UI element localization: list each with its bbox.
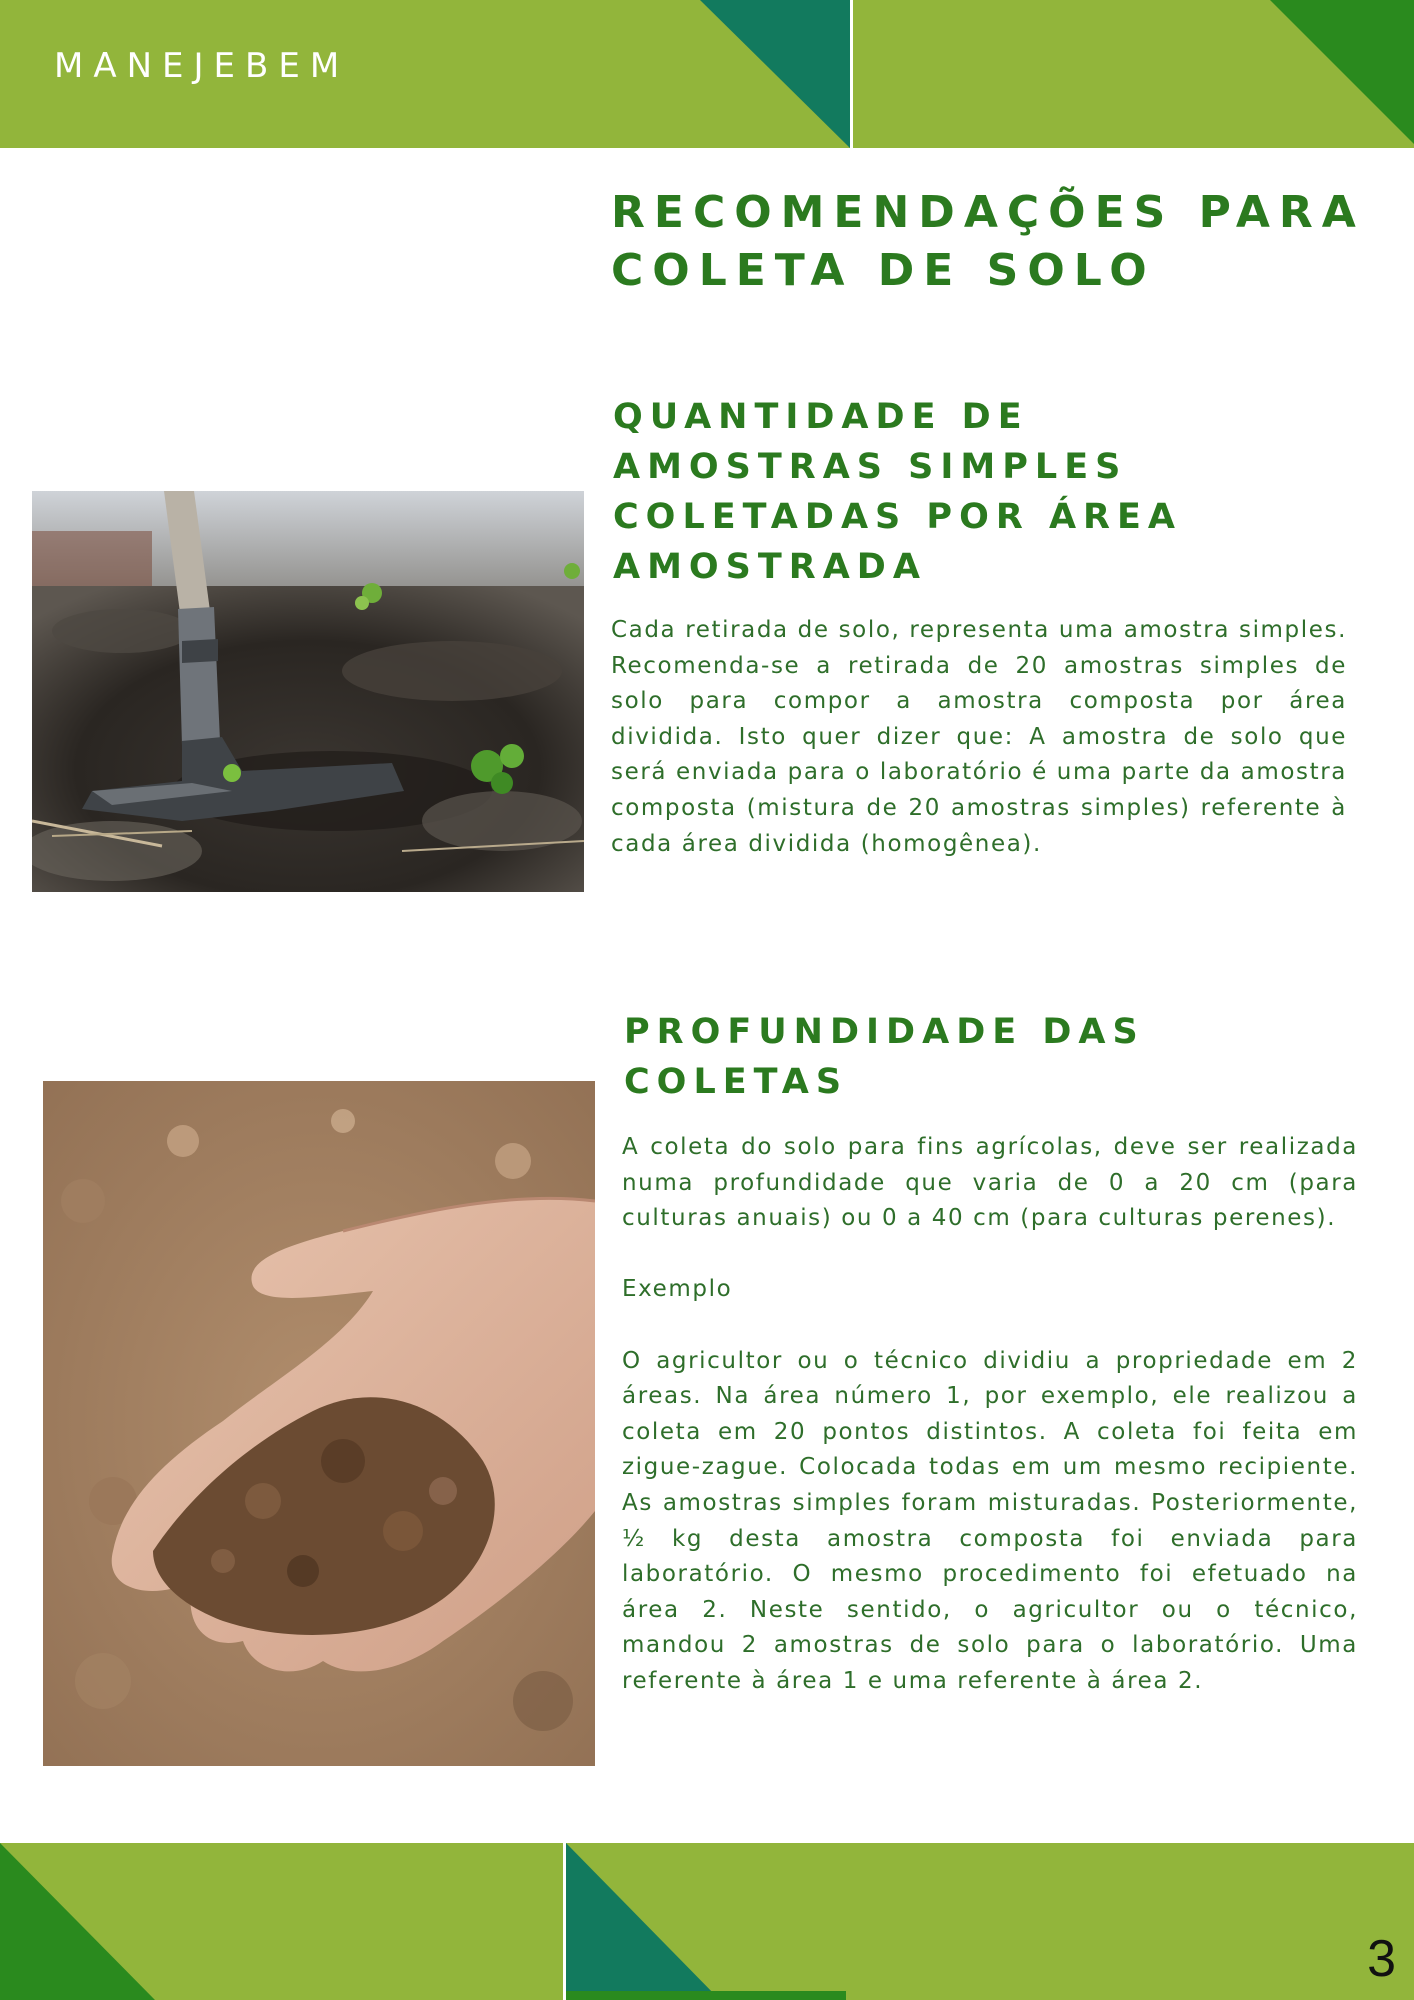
footer-divider [563,1843,566,2000]
section1-title-line: QUANTIDADE DE [613,397,1029,437]
section-title-sample-count [613,392,1393,592]
footer-teal-triangle [566,1843,720,2000]
section1-title-line: AMOSTRADA [613,547,927,587]
footer-band [0,1843,1414,2000]
page-number: 3 [1367,1930,1396,1988]
section2-title-line: COLETAS [624,1062,849,1102]
header-teal-triangle [700,0,850,148]
header-corner-triangle [1270,0,1414,144]
section1-title-line: COLETADAS POR ÁREA [613,497,1183,537]
section2-body [622,1130,1358,1700]
section2-paragraph-example: O agricultor ou o técnico dividiu a propriedade em 2 áreas. Na área número 1, por exemplo, ele realizou a coleta em 20 pontos distintos. A coleta foi feita em zigue-zague. Colocada todas em um mesmo recipiente. As amostras simples foram misturadas. Posteriormente, ½ kg desta amostra composta foi enviada para laboratório. O mesmo procedimento foi efetuado na área 2. Neste sentido, o agricultor ou o técnico, mandou 2 amostras de solo para o laboratório. Uma referente à área 1 e uma referente à área 2. [622,1347,1358,1694]
footer-decoration [0,1843,1414,2000]
brand-name: MANEJEBEM [54,46,350,86]
footer-strip [566,1991,846,2000]
page-title [611,184,1401,300]
header-band [0,0,1414,148]
footer-corner-triangle [0,1843,155,2000]
section1-paragraph: Cada retirada de solo, representa uma amostra simples. Recomenda-se a retirada de 20 amostras simples de solo para compor a amostra composta por área dividida. Isto quer dizer que: A amostra de solo que será enviada para o laboratório é uma parte da amostra composta (mistura de 20 amostras simples) referente à cada área dividida (homogênea). [611,617,1347,857]
hand-holding-soil-icon [43,1081,595,1766]
hand-soil-photo [43,1081,595,1766]
page-title-line-1: RECOMENDAÇÕES PARA [611,187,1365,238]
section2-title-line: PROFUNDIDADE DAS [624,1012,1145,1052]
header-divider [850,0,853,148]
section2-example-label: Exemplo [622,1276,733,1303]
shovel-in-soil-icon [32,491,584,892]
section-title-depth [624,1007,1384,1107]
section1-title-line: AMOSTRAS SIMPLES [613,447,1128,487]
page-title-line-2: COLETA DE SOLO [611,245,1156,296]
section2-paragraph-depth: A coleta do solo para fins agrícolas, deve ser realizada numa profundidade que varia de 0 a 20 cm (para culturas anuais) ou 0 a 40 cm (para culturas perenes). [622,1134,1358,1232]
section1-body [611,613,1347,862]
shovel-photo [32,491,584,892]
